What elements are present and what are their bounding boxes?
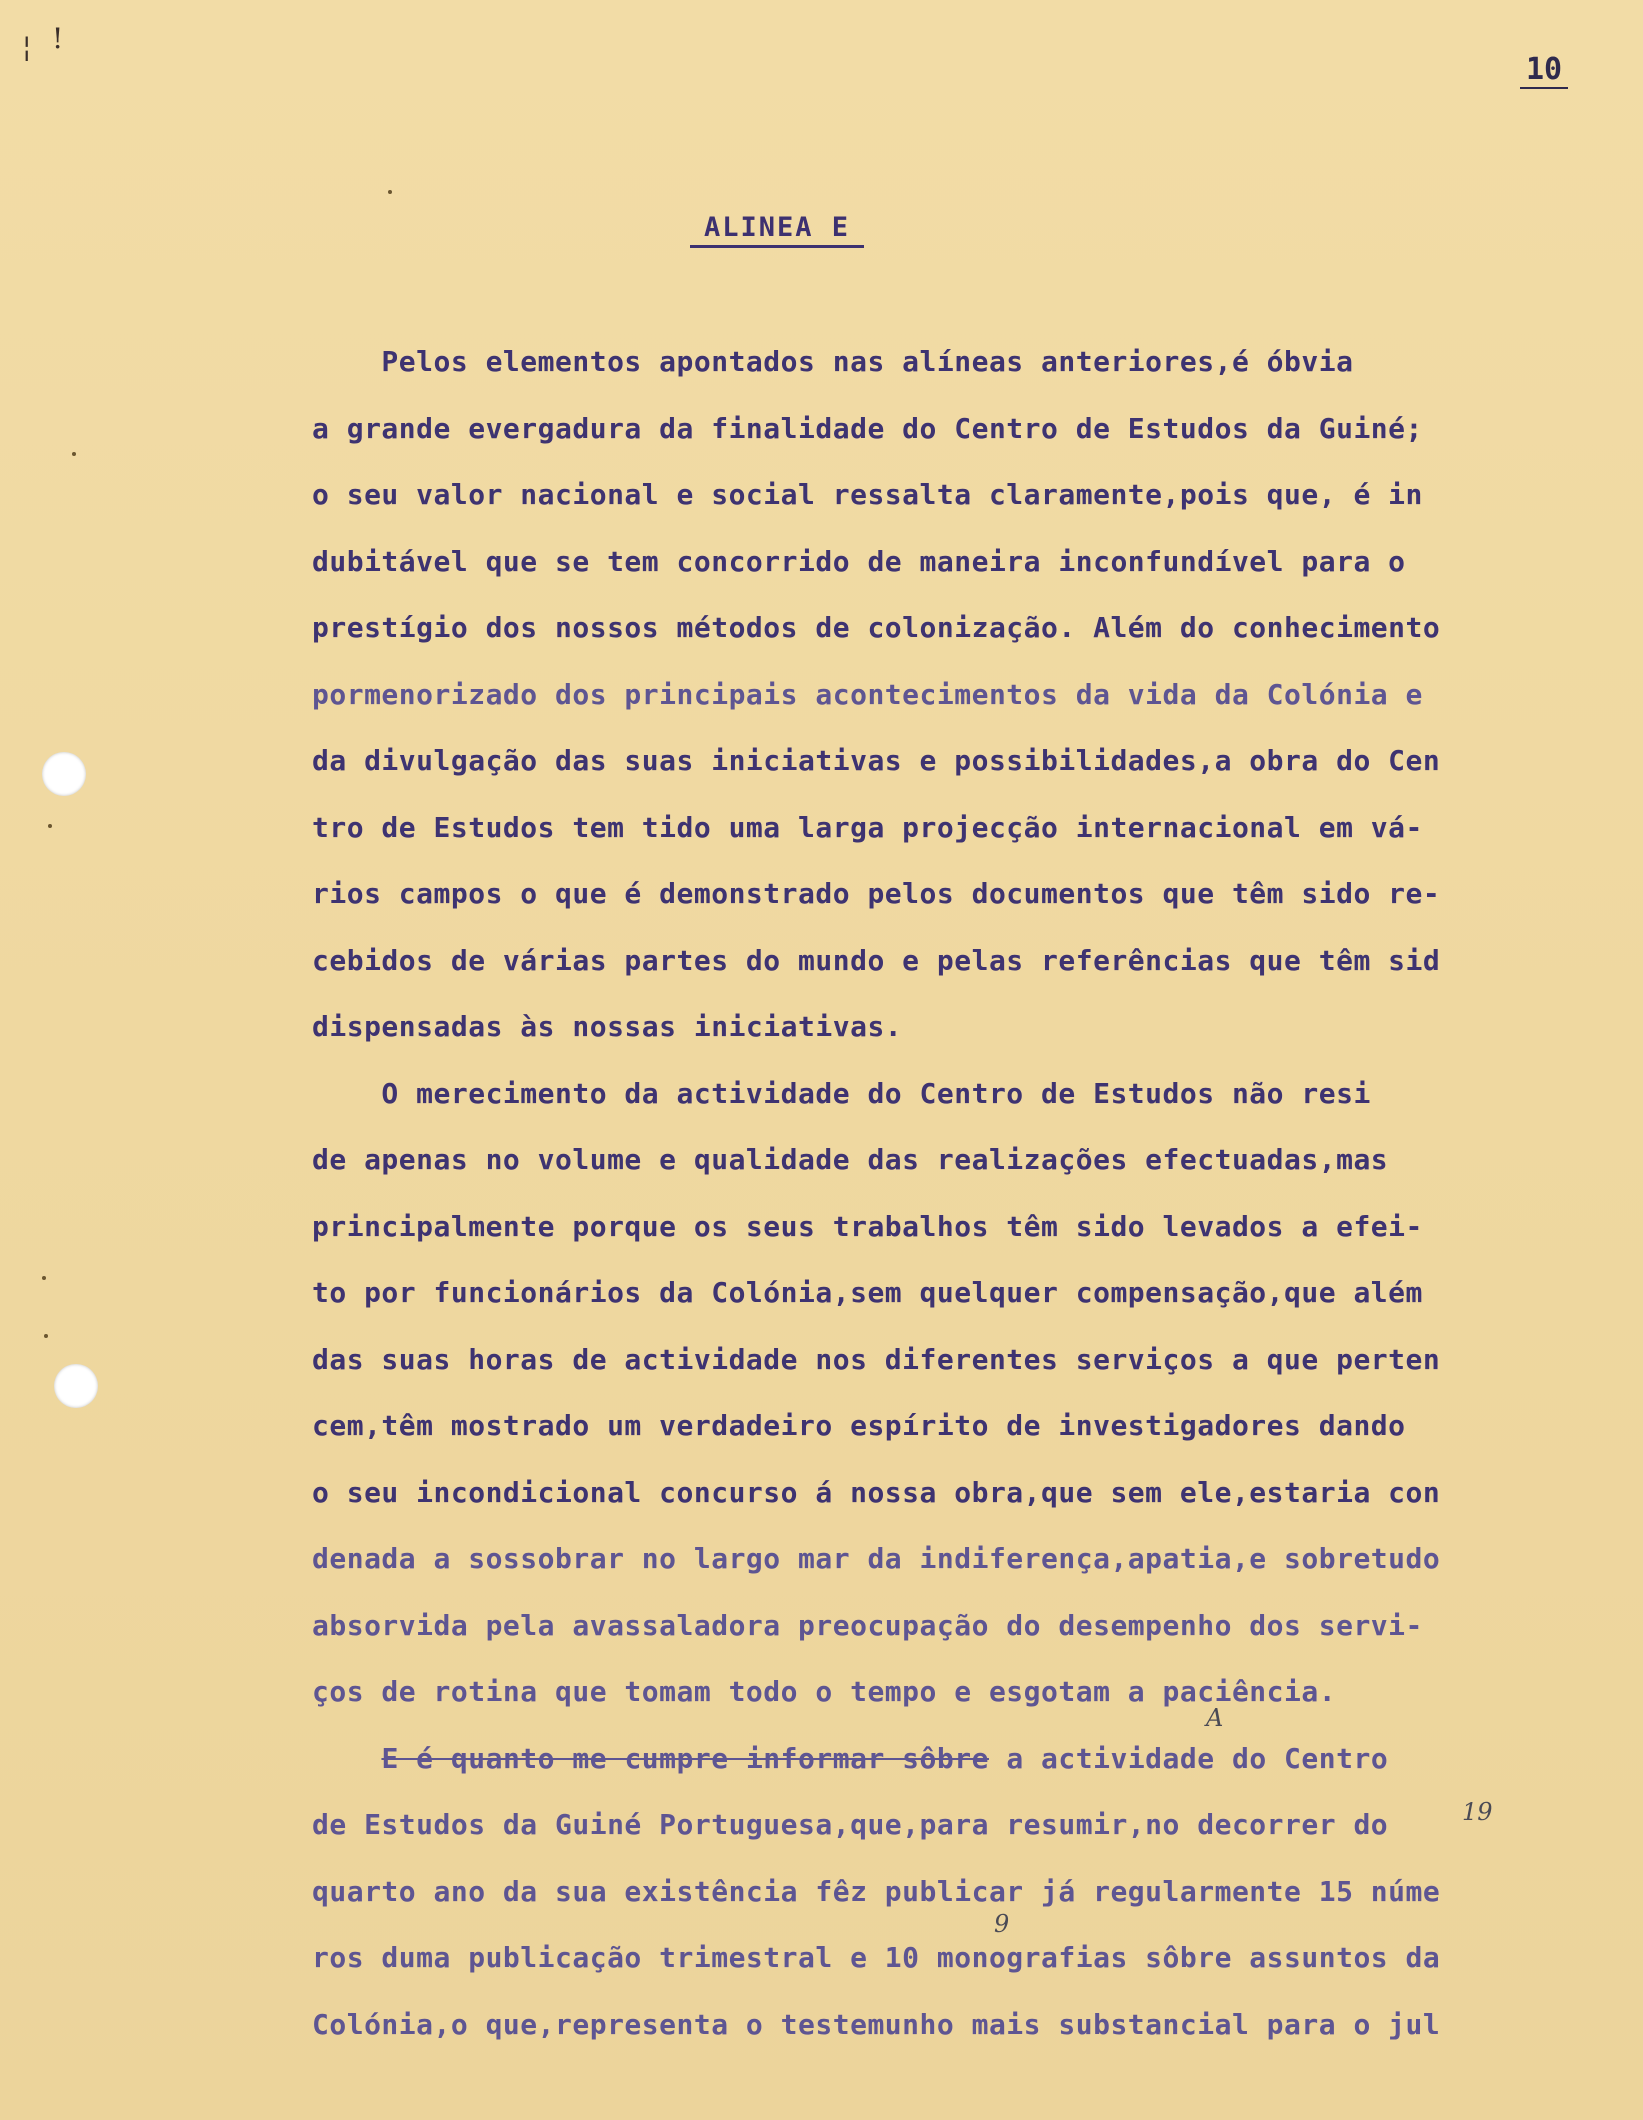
text-line: tro de Estudos tem tido uma larga projecção internacional em vá- <box>312 810 1423 844</box>
text-line: O merecimento da actividade do Centro de Estudos não resi <box>312 1076 1371 1110</box>
struck-text: E é quanto me cumpre informar sôbre <box>381 1741 989 1775</box>
text-line: principalmente porque os seus trabalhos têm sido levados a efei- <box>312 1209 1423 1243</box>
text-line: a grande evergadura da finalidade do Centro de Estudos da Guiné; <box>312 411 1423 445</box>
text-line: prestígio dos nossos métodos de colonização. Além do conhecimento <box>312 611 1441 644</box>
page-number: 10 <box>1520 52 1568 89</box>
text-line: pormenorizado dos principais acontecimentos da vida da Colónia e <box>312 677 1423 711</box>
margin-ink-mark: ¦ <box>22 30 32 63</box>
paper-speck <box>44 1334 48 1338</box>
binder-hole-upper <box>42 752 86 796</box>
pencil-number-correction: 9 <box>994 1910 1010 1938</box>
text-line: ros duma publicação trimestral e 10 monografias sôbre assuntos da <box>312 1941 1441 1974</box>
binder-hole-lower <box>54 1364 98 1408</box>
text-line: cem,têm mostrado um verdadeiro espírito de investigadores dando <box>312 1409 1406 1442</box>
text-line: to por funcionários da Colónia,sem quelquer compensação,que além <box>312 1276 1423 1309</box>
paper-speck <box>388 190 392 194</box>
text-line: de apenas no volume e qualidade das realizações efectuadas,mas <box>312 1143 1389 1176</box>
body-text <box>312 342 1602 2071</box>
text-line: dispensadas às nossas iniciativas. <box>312 1010 903 1043</box>
text-line: o seu incondicional concurso á nossa obra,que sem ele,estaria con <box>312 1475 1441 1509</box>
paper-speck <box>48 824 52 828</box>
text-line: rios campos o que é demonstrado pelos documentos que têm sido re- <box>312 877 1441 910</box>
text-line: Colónia,o que,representa o testemunho mais substancial para o jul <box>312 2007 1441 2041</box>
margin-ink-mark: ! <box>52 22 64 55</box>
section-heading: ALINEA E <box>690 212 864 248</box>
pencil-number-correction: 19 <box>1462 1798 1493 1826</box>
text-line: de Estudos da Guiné Portuguesa,que,para resumir,no decorrer do <box>312 1808 1389 1841</box>
pencil-insert-mark: A <box>1206 1704 1224 1732</box>
text-line: Pelos elementos apontados nas alíneas anteriores,é óbvia <box>312 345 1354 378</box>
text-line: das suas horas de actividade nos diferentes serviços a que perten <box>312 1342 1441 1376</box>
text-line: dubitável que se tem concorrido de maneira inconfundível para o <box>312 544 1406 578</box>
paper-speck <box>42 1276 46 1280</box>
text-line: absorvida pela avassaladora preocupação do desempenho dos servi- <box>312 1608 1423 1642</box>
paper-speck <box>72 452 76 456</box>
text-line: ços de rotina que tomam todo o tempo e esgotam a paciência. <box>312 1675 1337 1708</box>
line-continuation: a actividade do Centro <box>1006 1741 1389 1775</box>
text-line-with-strikethrough <box>312 1739 1602 1806</box>
text-line: da divulgação das suas iniciativas e possibilidades,a obra do Cen <box>312 744 1441 777</box>
text-line: cebidos de várias partes do mundo e pelas referências que têm sid <box>312 943 1441 977</box>
text-line: quarto ano da sua existência fêz publicar já regularmente 15 núme <box>312 1874 1441 1908</box>
text-line: o seu valor nacional e social ressalta claramente,pois que, é in <box>312 478 1423 511</box>
text-line: denada a sossobrar no largo mar da indiferença,apatia,e sobretudo <box>312 1542 1441 1575</box>
